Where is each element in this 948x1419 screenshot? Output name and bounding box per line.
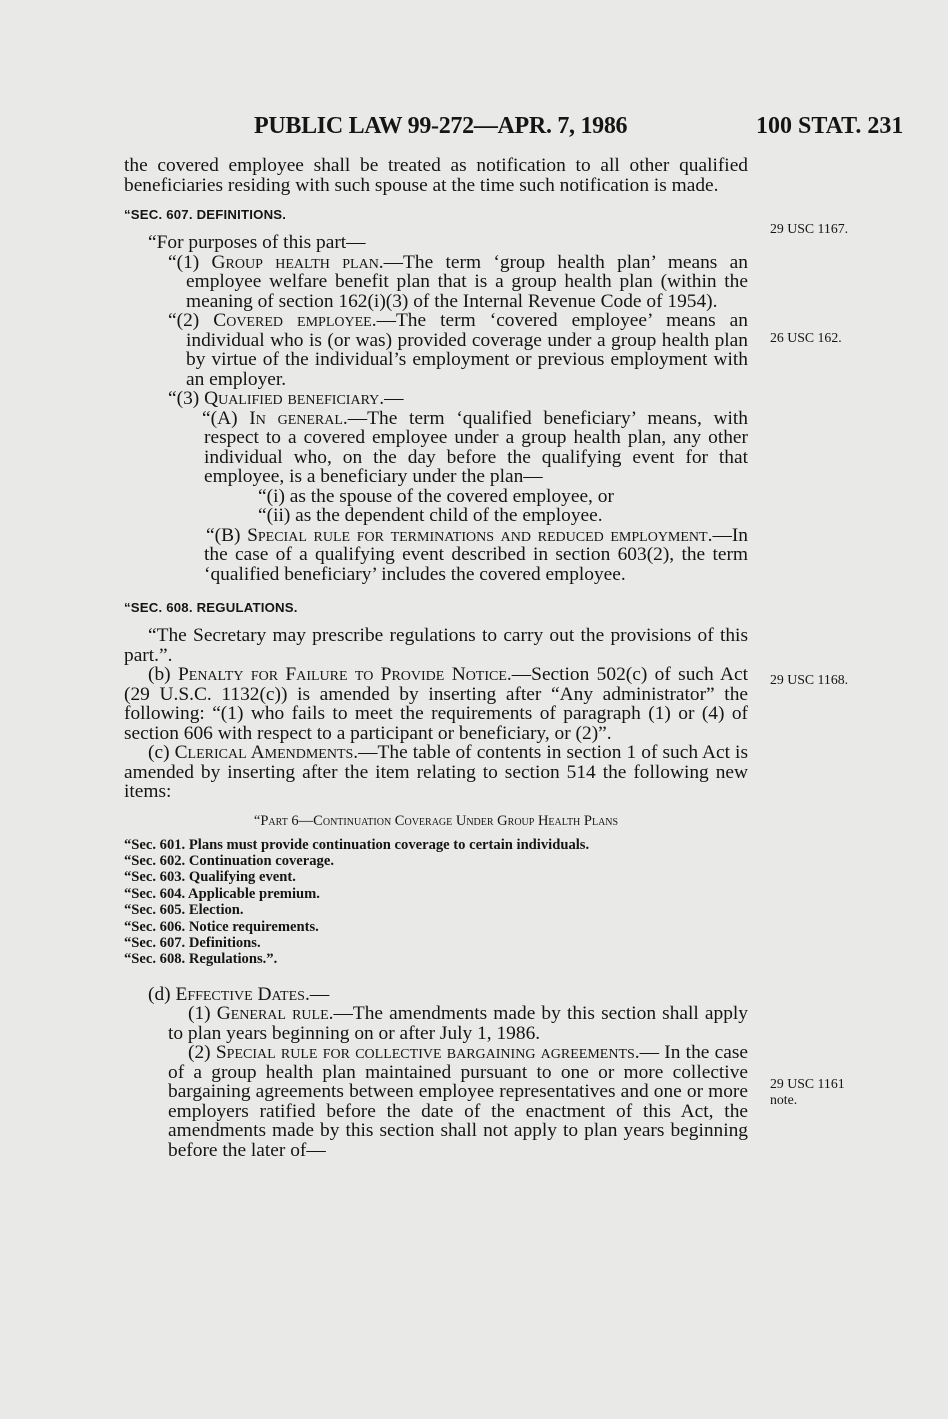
subsection-text: —The table of contents in section 1 of such Act is amended by inserting after the item relating to section 514 the following new items: — [124, 742, 748, 802]
toc-item: “Sec. 602. Continuation coverage. — [124, 852, 334, 869]
clause-i-spouse: “(i) as the spouse of the covered employee, or — [258, 485, 614, 507]
margin-note-29-usc-1167: 29 USC 1167. — [770, 221, 849, 236]
paragraph-notification: the covered employee shall be treated as notification to all other qualified beneficiaries residing with such spouse at the time such notification is made. — [124, 155, 748, 196]
subparagraph-special-rule — [124, 526, 748, 585]
definition-heading: Group health plan. — [211, 251, 384, 273]
statute-body — [124, 156, 748, 1160]
paragraph-number: (1) — [188, 1003, 217, 1025]
subparagraph-letter: “(B) — [206, 524, 248, 546]
subparagraph-in-general — [124, 409, 748, 487]
subsection-text: —Section 502(c) of such Act (29 U.S.C. 1132(c)) is amended by inserting after “Any administrator” the following: “(1) who fails to meet the requirements of paragraph (1) or (4) of section 606 with respect to a participant or beneficiary, or (2)”. — [124, 664, 748, 744]
definition-text: — — [384, 388, 404, 409]
paragraph-general-rule — [124, 1004, 748, 1043]
paragraph-secretary: “The Secretary may prescribe regulations to carry out the provisions of this part.”. — [124, 625, 748, 666]
definition-text: —The term ‘group health plan’ means an employee welfare benefit plan that is a group health plan (within the meaning of section 162(i)(3) of the Internal Revenue Code of 1954). — [186, 251, 748, 312]
margin-note-29-usc-1168: 29 USC 1168. — [770, 672, 849, 687]
definition-number: “(1) — [168, 251, 212, 273]
toc-item: “Sec. 604. Applicable premium. — [124, 885, 320, 902]
toc-item: “Sec. 601. Plans must provide continuation coverage to certain individuals. — [124, 836, 590, 853]
definition-covered-employee — [124, 311, 748, 389]
margin-note-26-usc-162: 26 USC 162. — [770, 330, 842, 345]
clause-ii-child: “(ii) as the dependent child of the employee. — [258, 505, 603, 526]
paragraph-number: (2) — [188, 1042, 216, 1064]
toc-item: “Sec. 606. Notice requirements. — [124, 918, 319, 935]
margin-note-29-usc-1161: 29 USC 1161 note. — [770, 1076, 845, 1107]
definition-heading: Qualified beneficiary. — [204, 388, 385, 409]
definition-number: “(2) — [168, 310, 214, 331]
toc-part-heading: “Part 6—Continuation Coverage Under Group Health Plans — [253, 812, 619, 829]
definition-number: “(3) — [168, 388, 205, 409]
paragraph-collective-bargaining — [124, 1043, 748, 1160]
subparagraph-letter: “(A) — [202, 407, 250, 429]
subsection-letter: (c) — [148, 742, 175, 763]
toc-item: “Sec. 607. Definitions. — [124, 934, 261, 951]
paragraph-c-clerical — [124, 743, 748, 802]
subsection-letter: (d) — [148, 983, 176, 1005]
definition-qualified-beneficiary — [124, 389, 748, 409]
paragraph-text: —The amendments made by this section shall apply to plan years beginning on or after July 1, 1986. — [168, 1003, 748, 1044]
page-header — [0, 107, 948, 143]
paragraph-heading: Special rule for collective bargaining agreements. — [215, 1042, 640, 1064]
subsection-heading: Clerical Amendments. — [174, 742, 359, 763]
subparagraph-text: —In the case of a qualifying event described in section 603(2), the term ‘qualified beneficiary’ includes the covered employee. — [204, 524, 748, 585]
definition-group-health-plan — [124, 253, 748, 312]
subsection-heading: Penalty for Failure to Provide Notice. — [177, 664, 512, 685]
toc-item: “Sec. 603. Qualifying event. — [124, 869, 296, 886]
section-607-heading: “SEC. 607. DEFINITIONS. — [124, 207, 287, 222]
running-title: PUBLIC LAW 99-272—APR. 7, 1986 — [254, 113, 628, 139]
definition-text: —The term ‘covered employee’ means an individual who is (or was) provided coverage under a group health plan by virtue of the individual’s employment or previous employment with an employer. — [186, 310, 748, 390]
paragraph-for-purposes: “For purposes of this part— — [148, 232, 366, 253]
paragraph-heading: General rule. — [216, 1003, 334, 1025]
definition-heading: Covered employee. — [213, 310, 377, 331]
subsection-heading: Effective Dates. — [175, 983, 310, 1005]
paragraph-d-effective-dates — [124, 985, 748, 1005]
section-608-heading: “SEC. 608. REGULATIONS. — [124, 600, 298, 615]
subparagraph-heading: In general. — [249, 407, 348, 429]
subparagraph-text: —The term ‘qualified beneficiary’ means, with respect to a covered employee under a group health plan, any other individual who, on the day before the qualifying event for that employee, is a beneficiary under the plan— — [204, 407, 749, 487]
subsection-letter: (b) — [148, 664, 178, 685]
toc-list — [124, 837, 748, 968]
toc-item: “Sec. 605. Election. — [124, 902, 244, 919]
toc-item: “Sec. 608. Regulations.”. — [124, 951, 278, 968]
subparagraph-heading: Special rule for terminations and reduced employment. — [247, 524, 713, 546]
paragraph-text: — In the case of a group health plan maintained pursuant to one or more collective bargaining agreements between employee representatives and one or more employers ratified before the date of the enactment of this Act, the amendments made by this section shall not apply to plan years beginning before the later of— — [168, 1042, 748, 1161]
stat-page-number: 100 STAT. 231 — [756, 113, 904, 139]
paragraph-b-penalty — [124, 665, 748, 743]
subsection-text: — — [309, 983, 330, 1005]
